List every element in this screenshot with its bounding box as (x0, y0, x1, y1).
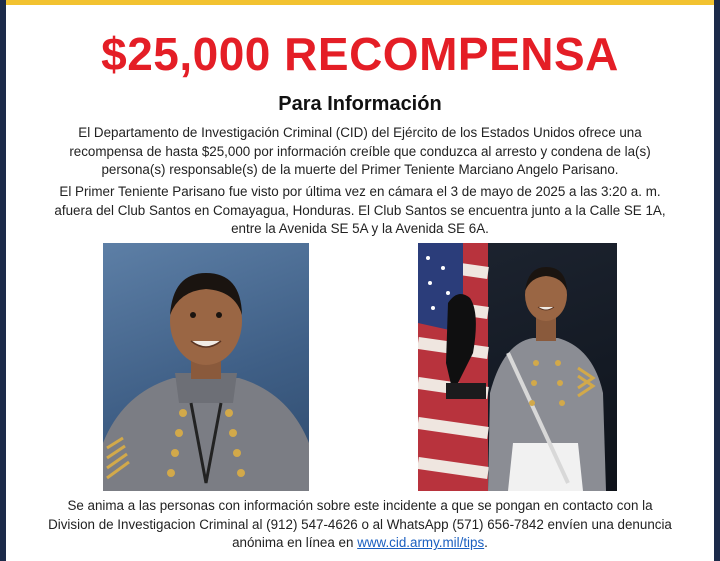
offer-paragraph: El Departamento de Investigación Criminal (CID) del Ejército de los Estados Unidos ofrece una recompensa de hasta $25,000 por información creíble que conduzca al arresto y condena de la(s) persona(s) responsable(s) de la muerte del Primer Teniente Marciano Angelo Parisano. (69, 125, 651, 177)
cut-off-text-line (46, 552, 674, 561)
contact-text: Se anima a las personas con información sobre este incidente a que se pongan en contacto con la Division de Investigacion Criminal al (912) 547-4626 o al WhatsApp (571) 656-7842 envíen una denuncia anónima en línea en (48, 498, 672, 550)
reward-flyer (6, 0, 714, 561)
top-accent-bar (6, 0, 714, 5)
tips-link[interactable]: www.cid.army.mil/tips (357, 535, 485, 550)
contact-period: . (484, 535, 488, 550)
cadet-flag-portrait-image (418, 243, 617, 491)
contact-paragraph (46, 497, 674, 553)
reward-title: $25,000 RECOMPENSA (101, 28, 619, 80)
portrait-photo-right (418, 243, 617, 491)
reward-subtitle: Para Información (278, 93, 442, 115)
portrait-photo-left (103, 243, 309, 491)
cadet-portrait-image (103, 243, 309, 491)
last-seen-paragraph: El Primer Teniente Parisano fue visto por última vez en cámara el 3 de mayo de 2025 a las 3:20 a. m. afuera del Club Santos en Comayagua, Honduras. El Club Santos se encuentra junto a la Calle SE 1A, entre la Avenida SE 5A y la Avenida SE 6A. (54, 184, 666, 236)
